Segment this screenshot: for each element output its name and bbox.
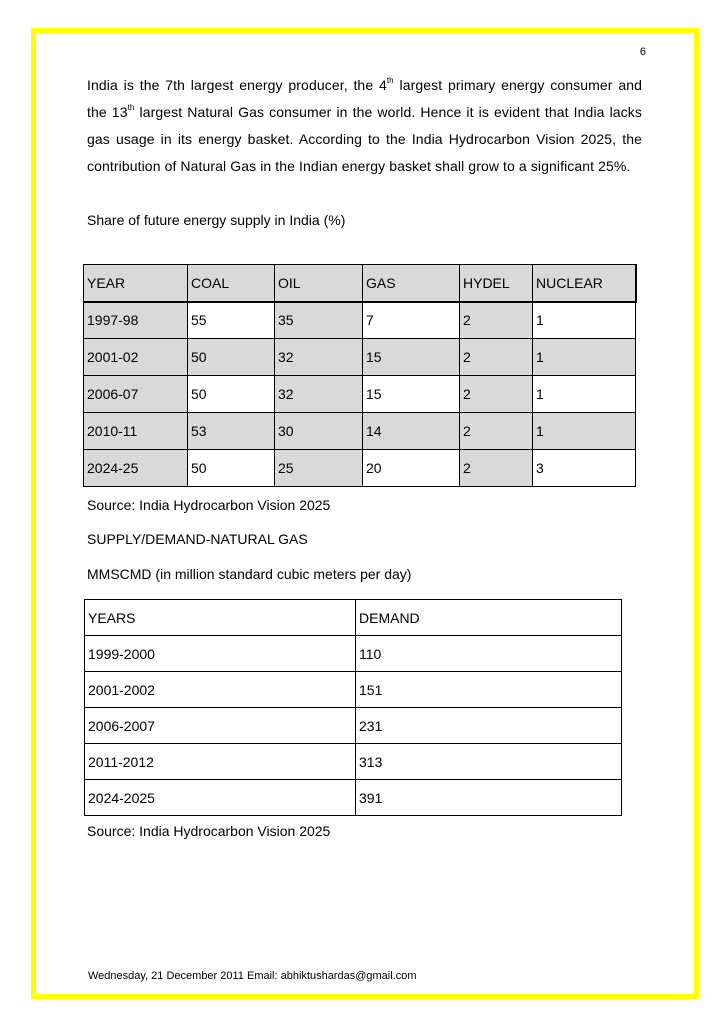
table-row [85,744,622,780]
table-row [84,302,636,339]
table-cell: 2024-25 [84,450,188,487]
table-cell: 2010-11 [84,413,188,450]
table-cell: 50 [188,339,275,376]
table-cell: 50 [188,376,275,413]
header-cell: HYDEL [460,265,533,302]
table-cell: 7 [363,302,460,339]
table-cell: 1 [533,376,636,413]
table-cell: 2024-2025 [85,780,356,816]
table-cell: 14 [363,413,460,450]
intro-text-1: India is the 7th largest energy producer, the 4 [87,77,387,93]
table-cell: 15 [363,339,460,376]
energy-share-header-row [84,265,636,302]
table-row [85,780,622,816]
table-cell: 2006-2007 [85,708,356,744]
table-cell: 2006-07 [84,376,188,413]
table-cell: 1 [533,339,636,376]
table-cell: 3 [533,450,636,487]
intro-paragraph [87,72,642,180]
header-cell: YEARS [85,600,356,636]
table-cell: 2 [460,339,533,376]
gas-demand-title: SUPPLY/DEMAND-NATURAL GAS [87,531,308,547]
table-cell: 30 [275,413,363,450]
table-cell: 2001-02 [84,339,188,376]
table-row [85,708,622,744]
table-cell: 313 [356,744,622,780]
table-cell: 151 [356,672,622,708]
table-cell: 1 [533,413,636,450]
table-row [84,413,636,450]
table-cell: 53 [188,413,275,450]
intro-text-2: largest primary energy consumer and the 13 [87,77,642,120]
energy-share-caption: Share of future energy supply in India (%) [87,212,346,228]
header-cell: OIL [275,265,363,302]
header-cell: NUCLEAR [533,265,636,302]
intro-text-3: largest Natural Gas consumer in the world. Hence it is evident that India lacks gas usage in its energy basket. According to the India Hydrocarbon Vision 2025, the contribution of Natural Gas in the Indian energy basket shall grow to a significant 25%. [87,104,642,174]
page-footer: Wednesday, 21 December 2011 Email: abhiktushardas@gmail.com [88,970,417,982]
table-cell: 32 [275,376,363,413]
energy-share-table [83,264,637,487]
table-cell: 55 [188,302,275,339]
table-row [84,376,636,413]
energy-share-source: Source: India Hydrocarbon Vision 2025 [87,497,331,513]
intro-sup-1: th [386,76,394,85]
table-cell: 2 [460,376,533,413]
table-row [85,636,622,672]
gas-demand-unit-caption: MMSCMD (in million standard cubic meters per day) [87,566,412,582]
header-cell: DEMAND [356,600,622,636]
table-cell: 1999-2000 [85,636,356,672]
table-cell: 35 [275,302,363,339]
table-cell: 25 [275,450,363,487]
gas-demand-header-row [85,600,622,636]
table-cell: 50 [188,450,275,487]
gas-demand-source: Source: India Hydrocarbon Vision 2025 [87,823,331,839]
table-cell: 15 [363,376,460,413]
intro-sup-2: th [127,103,135,112]
table-cell: 1997-98 [84,302,188,339]
table-row [84,339,636,376]
table-cell: 110 [356,636,622,672]
table-cell: 2011-2012 [85,744,356,780]
table-cell: 1 [533,302,636,339]
table-cell: 231 [356,708,622,744]
table-cell: 2 [460,450,533,487]
table-cell: 2 [460,302,533,339]
header-cell: GAS [363,265,460,302]
table-cell: 32 [275,339,363,376]
header-cell: COAL [188,265,275,302]
table-row [85,672,622,708]
table-cell: 2001-2002 [85,672,356,708]
table-cell: 2 [460,413,533,450]
gas-demand-table [84,599,622,816]
table-cell: 20 [363,450,460,487]
table-row [84,450,636,487]
page-number: 6 [639,46,646,58]
table-cell: 391 [356,780,622,816]
header-cell: YEAR [84,265,188,302]
